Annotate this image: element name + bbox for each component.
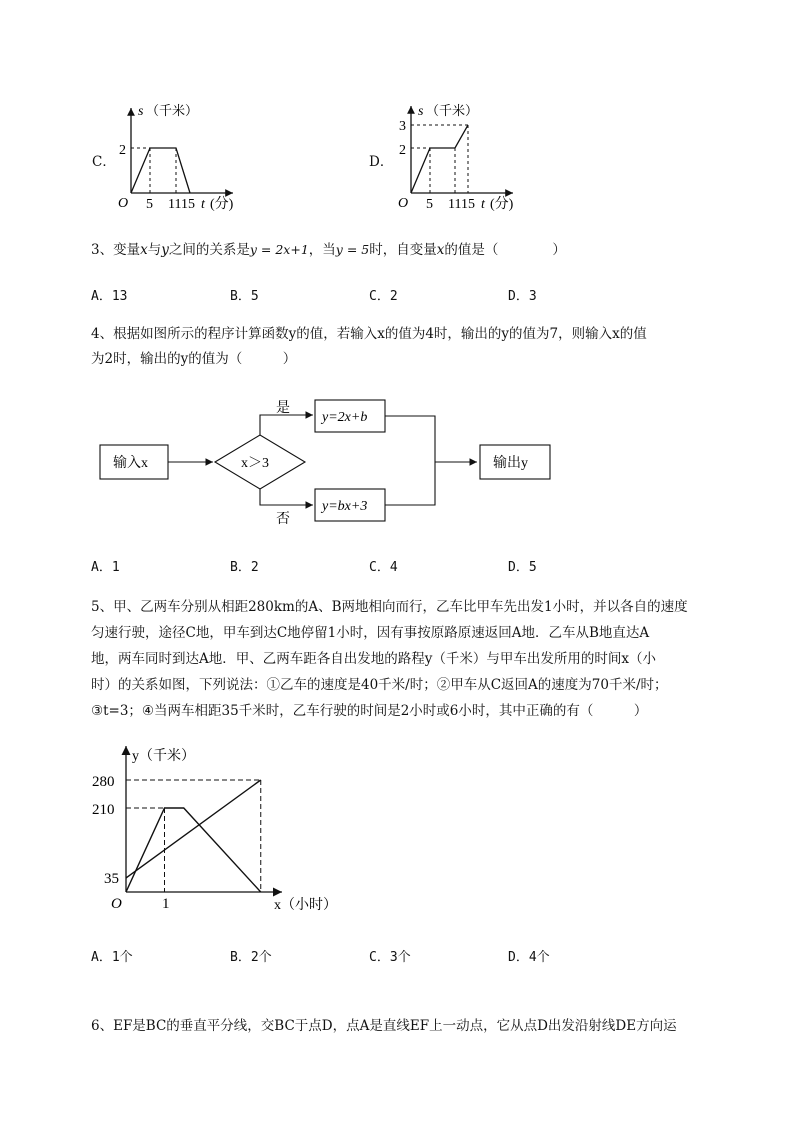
graph-c-line (131, 148, 190, 193)
q3-option-b[interactable]: B．5 (230, 289, 259, 304)
q3-option-c[interactable]: C．2 (369, 289, 398, 304)
q5-series-2-line (126, 780, 261, 878)
q3-mid3: ，当 (308, 242, 336, 258)
graph-d-x-unit: (分) (490, 197, 514, 212)
q5-option-c[interactable]: C．3个 (369, 950, 411, 965)
q5-series-1-line (126, 808, 261, 892)
graph-c-x-var: t (201, 197, 205, 212)
flow-yes-label: 是 (276, 401, 290, 416)
graph-d-x-tick-1115: 1115 (448, 197, 475, 212)
q4-line-2: 为2时，输出的y的值为（ ） (91, 351, 297, 367)
q3-mid2: 之间的关系是 (168, 242, 250, 258)
graph-c-y-tick-2: 2 (119, 143, 126, 158)
q3-formula: y = 2x+1 (249, 242, 309, 257)
q5-line-5: ③t=3；④当两车相距35千米时，乙车行驶的时间是2小时或6小时，其中正确的有（ ） (91, 703, 648, 719)
q5-line-1: 5、甲、乙两车分别从相距280km的A、B两地相向而行，乙车比甲车先出发1小时，并以各自的速度 (91, 599, 688, 615)
q3-var-y: y (161, 242, 169, 258)
flow-condition: x＞3 (241, 456, 269, 471)
q3-var-x: x (140, 242, 148, 258)
q5-option-b[interactable]: B．2个 (230, 950, 272, 965)
q4-flowchart (95, 390, 565, 540)
q3-mid4: 时，自变量 (369, 242, 437, 258)
graph-d (385, 100, 535, 220)
q5-origin: O (111, 896, 122, 912)
q4-line-1: 4、根据如图所示的程序计算函数y的值，若输入x的值为4时，输出的y的值为7，则输入x的值 (91, 326, 647, 342)
flow-yes-formula: y=2x+b (322, 410, 368, 425)
q5-chart (90, 740, 380, 925)
flow-input-label: 输入x (113, 456, 148, 471)
graph-d-line (411, 125, 468, 193)
graph-d-y-var: s (418, 104, 424, 119)
q5-y-tick-210: 210 (92, 802, 115, 818)
flow-no-label: 否 (276, 512, 290, 527)
graph-d-x-tick-5: 5 (426, 197, 433, 212)
graph-c-y-unit: （千米） (146, 103, 199, 118)
graph-c-x-tick-5: 5 (146, 197, 153, 212)
q4-option-a[interactable]: A．1 (91, 560, 120, 575)
option-c-label: C． (92, 154, 116, 170)
q3-mid1: 与 (147, 242, 162, 258)
q5-x-label: x（小时） (274, 898, 337, 913)
q5-option-a[interactable]: A．1个 (91, 950, 133, 965)
graph-c-y-var: s (138, 104, 144, 119)
graph-d-origin: O (398, 196, 409, 211)
graph-c (105, 100, 255, 220)
q3-cond: y = 5 (335, 242, 370, 257)
q4-option-b[interactable]: B．2 (230, 560, 259, 575)
option-d-label: D． (369, 154, 394, 170)
graph-d-x-var: t (481, 197, 485, 212)
q5-x-tick-1: 1 (162, 896, 170, 912)
graph-c-origin: O (118, 196, 129, 211)
graph-d-y-tick-3: 3 (399, 119, 406, 134)
flow-no-formula: y=bx+3 (322, 499, 368, 514)
q3-stem (91, 240, 566, 260)
q5-y-label: y（千米） (132, 749, 195, 764)
graph-d-y-unit: （千米） (426, 103, 479, 118)
q5-line-2: 匀速行驶，途径C地，甲车到达C地停留1小时，因有事按原路原速返回A地．乙车从B地直达A (91, 625, 650, 641)
q4-option-c[interactable]: C．4 (369, 560, 398, 575)
graph-d-y-tick-2: 2 (399, 143, 406, 158)
q5-line-3: 地，两车同时到达A地．甲、乙两车距各自出发地的路程y（千米）与甲车出发所用的时间x（小 (91, 651, 656, 667)
q5-y-tick-280: 280 (92, 774, 115, 790)
q5-line-4: 时）的关系如图，下列说法：①乙车的速度是40千米/时；②甲车从C返回A的速度为70千米/时； (91, 677, 668, 693)
q3-prefix: 3、变量 (91, 242, 141, 258)
graph-c-x-unit: (分) (210, 197, 234, 212)
q5-option-d[interactable]: D．4个 (508, 950, 550, 965)
q3-var-x2: x (436, 242, 445, 258)
flow-output-label: 输出y (493, 456, 528, 471)
q3-option-d[interactable]: D．3 (508, 289, 537, 304)
q4-option-d[interactable]: D．5 (508, 560, 537, 575)
q3-option-a[interactable]: A．13 (91, 289, 128, 304)
graph-c-x-tick-1115: 1115 (168, 197, 195, 212)
q3-tail: 的值是（ ） (444, 242, 566, 258)
q5-y-tick-35: 35 (104, 871, 119, 887)
q6-line-1: 6、EF是BC的垂直平分线，交BC于点D，点A是直线EF上一动点，它从点D出发沿射线DE方向运 (91, 1018, 677, 1034)
